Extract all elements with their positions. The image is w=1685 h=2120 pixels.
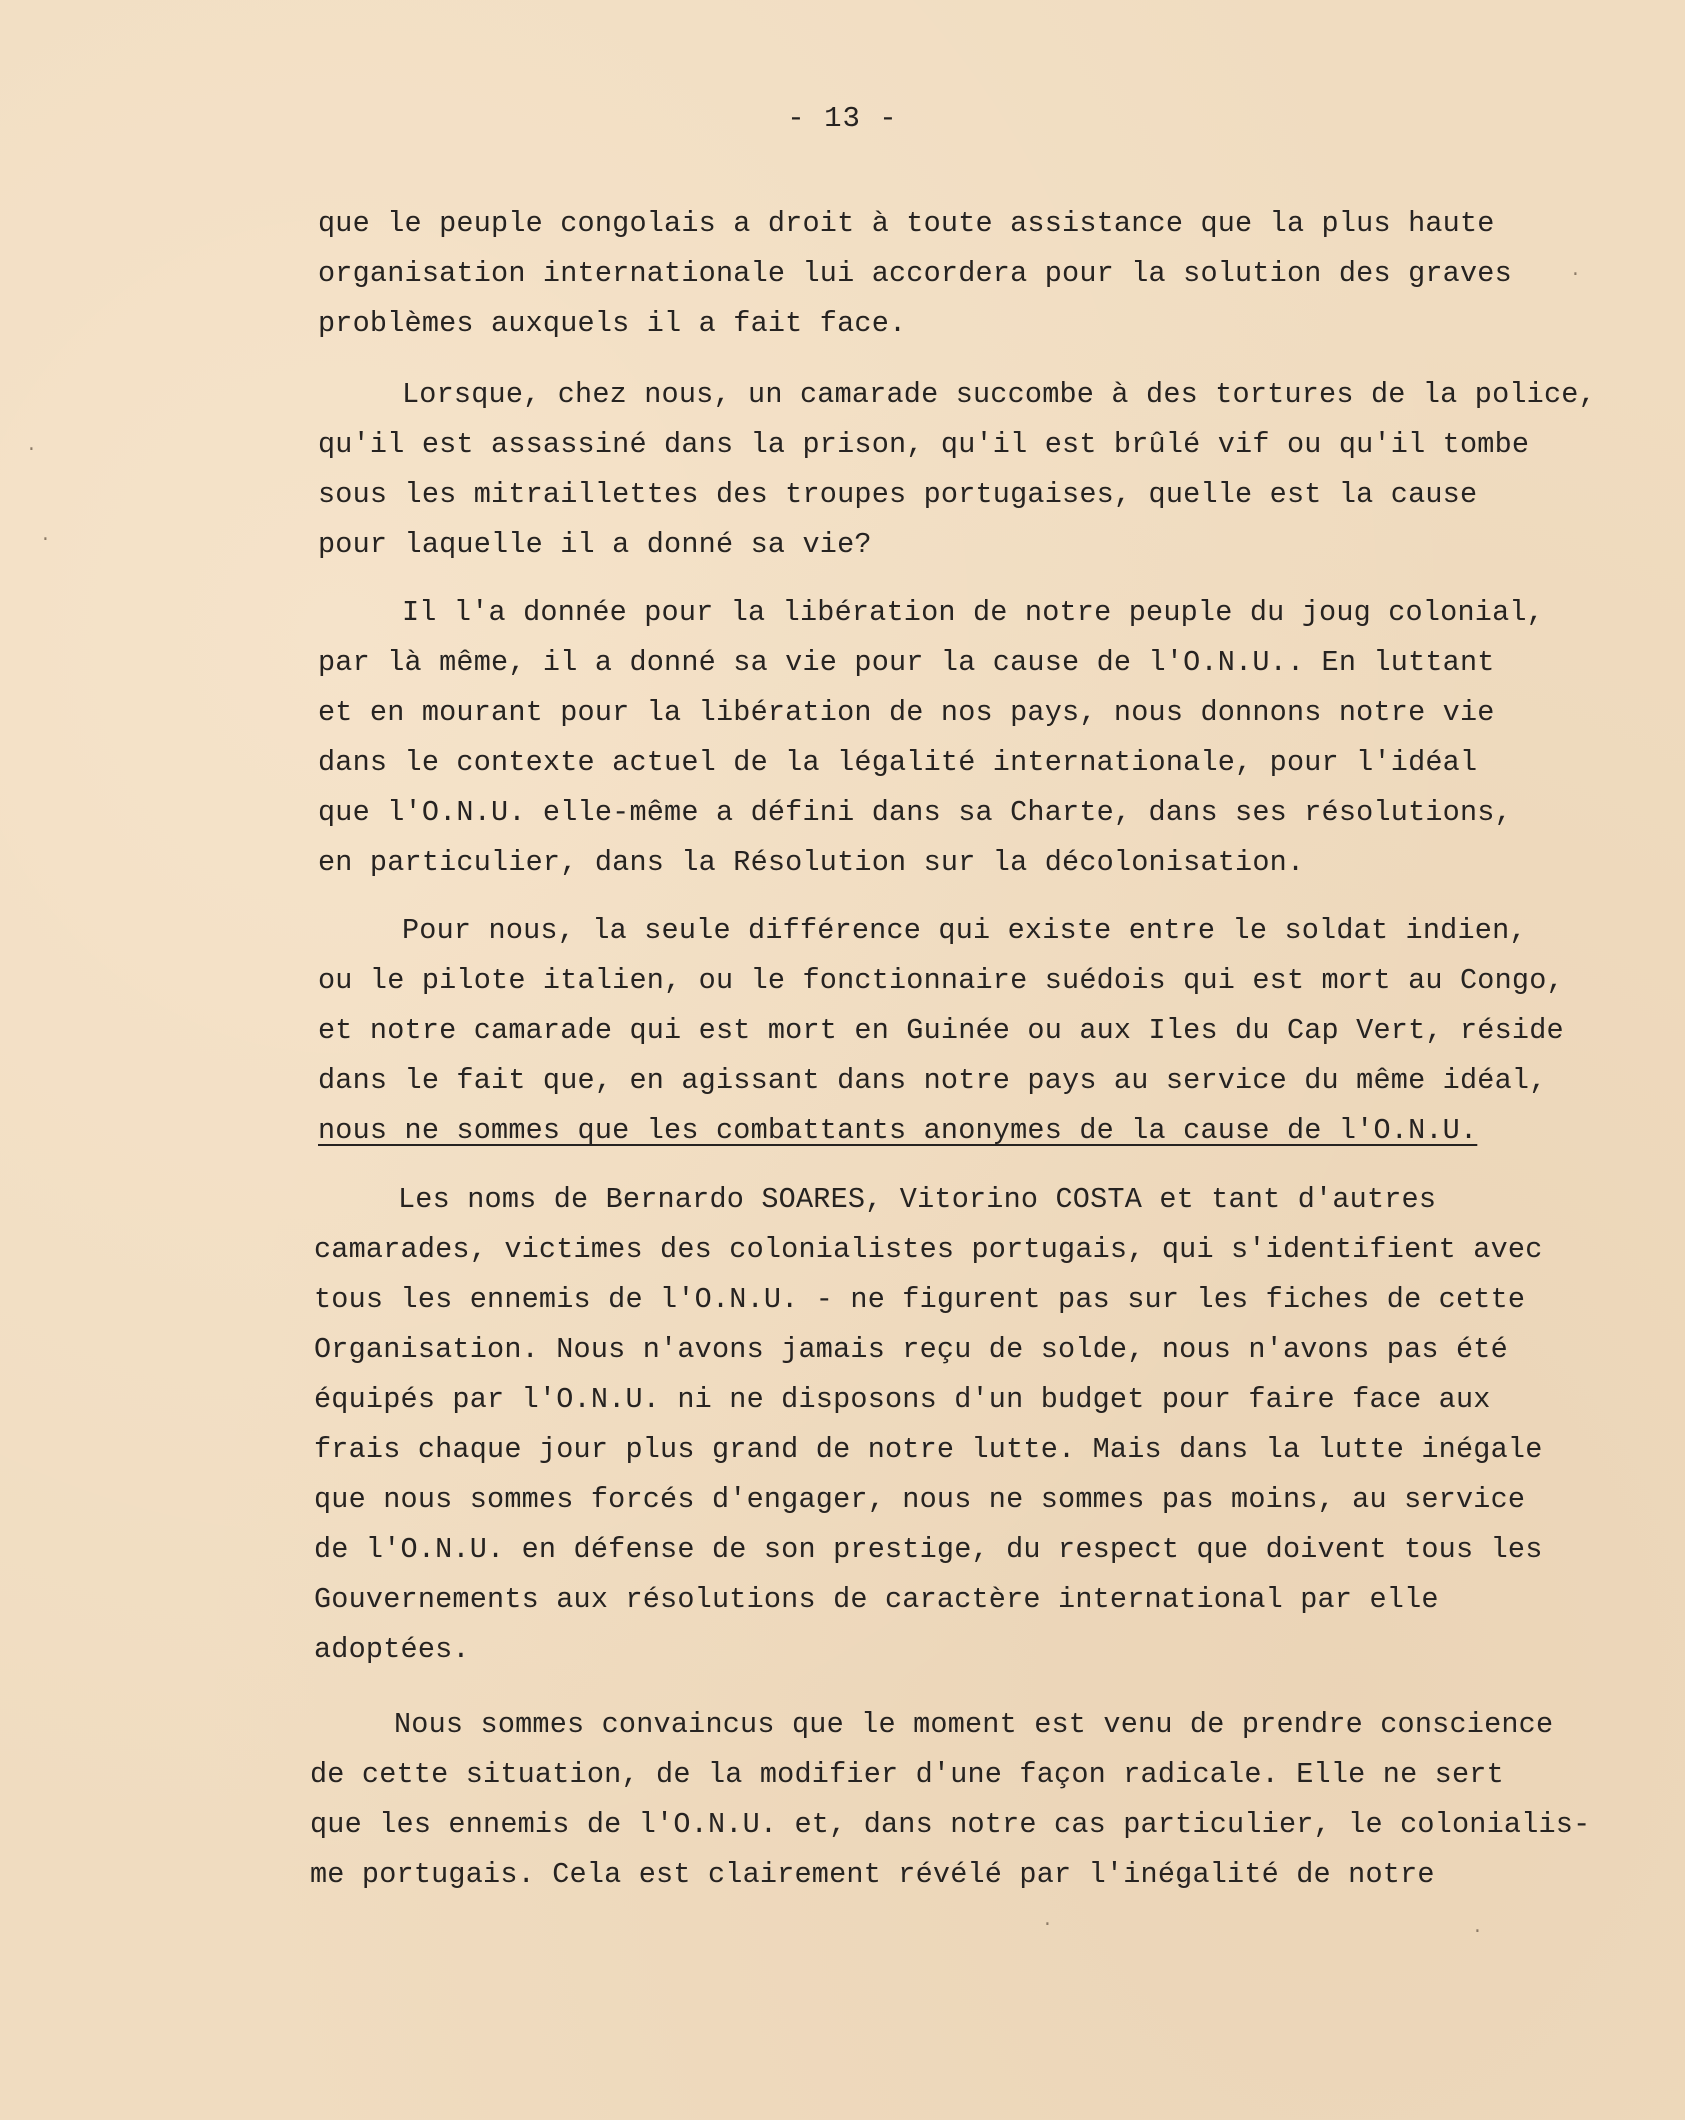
text-line: adoptées.: [314, 1633, 470, 1666]
text-line: que l'O.N.U. elle-même a défini dans sa Charte, dans ses résolutions,: [318, 796, 1512, 829]
paper-speck: ·: [1042, 1915, 1053, 1935]
text-line: dans le fait que, en agissant dans notre pays au service du même idéal,: [318, 1064, 1547, 1097]
text-line: dans le contexte actuel de la légalité internationale, pour l'idéal: [318, 746, 1478, 779]
text-line: Lorsque, chez nous, un camarade succombe à des tortures de la police,: [402, 378, 1596, 411]
paragraph-5: [314, 1175, 1604, 1675]
text-line: Il l'a donnée pour la libération de notre peuple du joug colonial,: [402, 596, 1544, 629]
paragraph-2: [318, 370, 1608, 570]
text-line: de l'O.N.U. en défense de son prestige, du respect que doivent tous les: [314, 1533, 1543, 1566]
text-line: et notre camarade qui est mort en Guinée ou aux Iles du Cap Vert, réside: [318, 1014, 1564, 1047]
text-line: problèmes auxquels il a fait face.: [318, 307, 907, 340]
text-line: Les noms de Bernardo SOARES, Vitorino COSTA et tant d'autres: [398, 1183, 1437, 1216]
text-line: ou le pilote italien, ou le fonctionnaire suédois qui est mort au Congo,: [318, 964, 1564, 997]
text-line: que nous sommes forcés d'engager, nous ne sommes pas moins, au service: [314, 1483, 1526, 1516]
text-line: me portugais. Cela est clairement révélé par l'inégalité de notre: [310, 1858, 1435, 1891]
paragraph-4: [318, 906, 1608, 1156]
text-line: Gouvernements aux résolutions de caractère international par elle: [314, 1583, 1439, 1616]
text-line: de cette situation, de la modifier d'une façon radicale. Elle ne sert: [310, 1758, 1504, 1791]
text-line: Pour nous, la seule différence qui existe entre le soldat indien,: [402, 914, 1527, 947]
text-line: camarades, victimes des colonialistes portugais, qui s'identifient avec: [314, 1233, 1543, 1266]
text-line: tous les ennemis de l'O.N.U. - ne figurent pas sur les fiches de cette: [314, 1283, 1526, 1316]
paragraph-3: [318, 588, 1608, 888]
text-line: frais chaque jour plus grand de notre lutte. Mais dans la lutte inégale: [314, 1433, 1543, 1466]
paper-speck: ·: [26, 440, 37, 460]
paper-speck: ·: [1472, 1922, 1483, 1942]
text-line: en particulier, dans la Résolution sur la décolonisation.: [318, 846, 1305, 879]
text-line: pour laquelle il a donné sa vie?: [318, 528, 872, 561]
text-line: Nous sommes convaincus que le moment est venu de prendre conscience: [394, 1708, 1554, 1741]
text-line: que les ennemis de l'O.N.U. et, dans notre cas particulier, le colonialis-: [310, 1808, 1591, 1841]
text-line: sous les mitraillettes des troupes portugaises, quelle est la cause: [318, 478, 1478, 511]
text-line: et en mourant pour la libération de nos pays, nous donnons notre vie: [318, 696, 1495, 729]
underlined-text-line: nous ne sommes que les combattants anonymes de la cause de l'O.N.U.: [318, 1114, 1478, 1147]
paper-speck: ·: [40, 530, 51, 550]
text-line: que le peuple congolais a droit à toute assistance que la plus haute: [318, 207, 1495, 240]
text-line: Organisation. Nous n'avons jamais reçu de solde, nous n'avons pas été: [314, 1333, 1508, 1366]
paragraph-1: [318, 199, 1608, 349]
text-line: équipés par l'O.N.U. ni ne disposons d'un budget pour faire face aux: [314, 1383, 1491, 1416]
text-line: par là même, il a donné sa vie pour la cause de l'O.N.U.. En luttant: [318, 646, 1495, 679]
text-line: organisation internationale lui accordera pour la solution des graves: [318, 257, 1512, 290]
page-number: - 13 -: [787, 102, 898, 135]
paragraph-6: [310, 1700, 1600, 1900]
text-line: qu'il est assassiné dans la prison, qu'il est brûlé vif ou qu'il tombe: [318, 428, 1530, 461]
paper-speck: ·: [1570, 265, 1581, 285]
